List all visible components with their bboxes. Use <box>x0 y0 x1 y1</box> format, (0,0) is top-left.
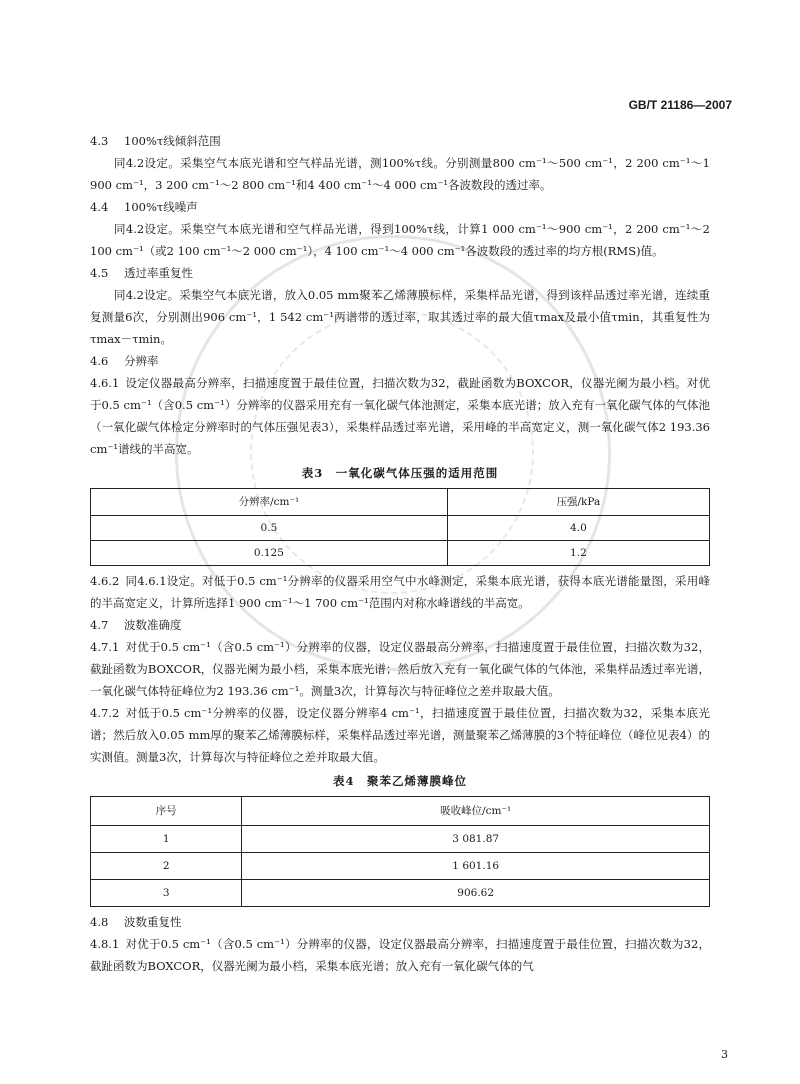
table-row: 1 3 081.87 <box>91 826 710 853</box>
paragraph: 同4.2设定。采集空气本底光谱和空气样品光谱，测100%τ线。分别测量800 cm⁻¹～500 cm⁻¹，2 200 cm⁻¹～1 900 cm⁻¹，3 200 cm⁻¹～2 800 cm⁻¹和4 400 cm⁻¹～4 000 cm⁻¹各波数段的透过率。 <box>90 156 710 192</box>
table-caption: 表4 聚苯乙烯薄膜峰位 <box>332 774 467 788</box>
section-heading: 4.5 透过率重复性 <box>90 266 193 280</box>
numbered-paragraph: 4.8.1 对优于0.5 cm⁻¹（含0.5 cm⁻¹）分辨率的仪器，设定仪器最高分辨率，扫描速度置于最佳位置，扫描次数为32，截趾函数为BOXCOR，仪器光阑为最小档，采集本底光谱；放入充有一氧化碳气体的气 <box>90 937 710 973</box>
section-heading: 4.4 100%τ线噪声 <box>90 200 198 214</box>
standard-code: GB/T 21186—2007 <box>628 98 732 112</box>
table-row: 3 906.62 <box>91 880 710 907</box>
table-header: 压强/kPa <box>447 489 709 516</box>
table-row: 2 1 601.16 <box>91 853 710 880</box>
table-header: 序号 <box>91 797 242 826</box>
table-header: 分辨率/cm⁻¹ <box>91 489 448 516</box>
table-row: 0.5 4.0 <box>91 516 710 541</box>
section-heading: 4.3 100%τ线倾斜范围 <box>90 134 221 148</box>
table-header: 吸收峰位/cm⁻¹ <box>242 797 710 826</box>
numbered-paragraph: 4.7.1 对优于0.5 cm⁻¹（含0.5 cm⁻¹）分辨率的仪器，设定仪器最高分辨率，扫描速度置于最佳位置，扫描次数为32，截趾函数为BOXCOR，仪器光阑为最小档，采集本底光谱；然后放入充有一氧化碳气体的气体池，采集样品透过率光谱，一氧化碳气体特征峰位为2 193.36 cm⁻¹。测量3次，计算每次与特征峰位之差并取最大值。 <box>90 640 710 698</box>
section-heading: 4.6 分辨率 <box>90 354 159 368</box>
section-heading: 4.8 波数重复性 <box>90 915 182 929</box>
table-row: 0.125 1.2 <box>91 541 710 566</box>
numbered-paragraph: 4.6.1 设定仪器最高分辨率，扫描速度置于最佳位置，扫描次数为32，截趾函数为BOXCOR，仪器光阑为最小档。对优于0.5 cm⁻¹（含0.5 cm⁻¹）分辨率的仪器采用充有一氧化碳气体池测定，采集本底光谱；放入充有一氧化碳气体的气体池（一氧化碳气体检定分辨率时的气体压强见表3），采集样品透过率光谱，采用峰的半高宽定义，测一氧化碳气体2 193.36 cm⁻¹谱线的半高宽。 <box>90 376 710 456</box>
paragraph: 同4.2设定。采集空气本底光谱，放入0.05 mm聚苯乙烯薄膜标样，采集样品光谱，得到该样品透过率光谱，连续重复测量6次，分别测出906 cm⁻¹，1 542 cm⁻¹两谱带的透过率，取其透过率的最大值τmax及最小值τmin，其重复性为τmax－τmin。 <box>90 288 710 346</box>
numbered-paragraph: 4.7.2 对低于0.5 cm⁻¹分辨率的仪器，设定仪器分辨率4 cm⁻¹，扫描速度置于最佳位置，扫描次数为32，采集本底光谱；然后放入0.05 mm厚的聚苯乙烯薄膜标样，采集样品透过率光谱，测量聚苯乙烯薄膜的3个特征峰位（峰位见表4）的实测值。测量3次，计算每次与特征峰位之差并取最大值。 <box>90 706 710 764</box>
numbered-paragraph: 4.6.2 同4.6.1设定。对低于0.5 cm⁻¹分辨率的仪器采用空气中水峰测定，采集本底光谱，获得本底光谱能量图，采用峰的半高宽定义，计算所选择1 900 cm⁻¹～1 700 cm⁻¹范围内对称水峰谱线的半高宽。 <box>90 574 710 610</box>
page-number: 3 <box>721 1048 728 1061</box>
document-body <box>90 130 710 977</box>
peak-position-table <box>90 796 710 907</box>
section-heading: 4.7 波数准确度 <box>90 618 182 632</box>
pressure-table <box>90 488 710 566</box>
table-caption: 表3 一氧化碳气体压强的适用范围 <box>301 466 499 480</box>
paragraph: 同4.2设定。采集空气本底光谱和空气样品光谱，得到100%τ线，计算1 000 cm⁻¹～900 cm⁻¹，2 200 cm⁻¹～2 100 cm⁻¹（或2 100 cm⁻¹～2 000 cm⁻¹），4 100 cm⁻¹～4 000 cm⁻¹各波数段的透过率的均方根(RMS)值。 <box>90 222 710 258</box>
